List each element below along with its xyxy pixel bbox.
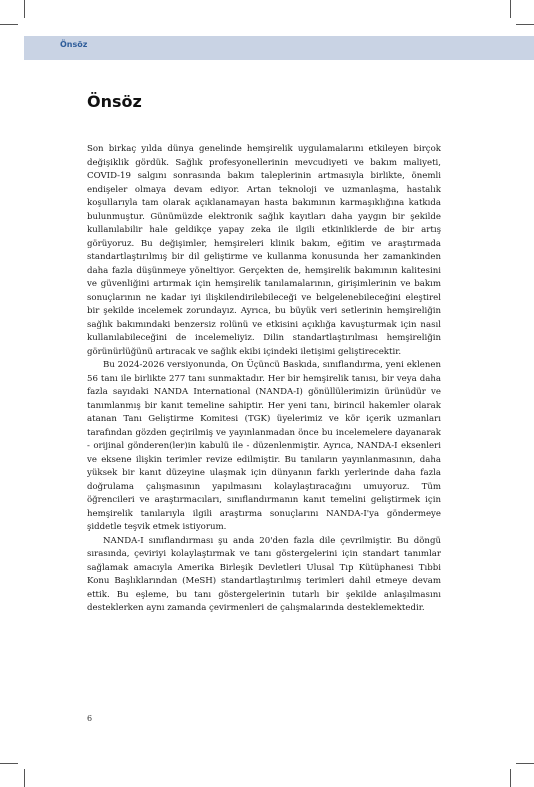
page-number: 6 xyxy=(87,714,93,723)
body-text xyxy=(87,143,441,616)
crop-mark-left-bottom xyxy=(0,763,18,764)
crop-mark-top-left xyxy=(24,0,25,18)
running-header-band xyxy=(24,36,534,60)
crop-mark-bottom-right xyxy=(510,769,511,787)
running-header-label: Önsöz xyxy=(60,40,88,49)
paragraph-3: NANDA-I sınıflandırması şu anda 20'den fazla dile çevrilmiştir. Bu döngü sırasında, çeviriyi kolaylaştırmak ve tanı göstergelerini için standart tanımlar sağlamak amacıyla Amerika Birleşik Devletleri Ulusal Tıp Kütüphanesi Tıbbi Konu Başlıklarından (MeSH) standartlaştırılmış terimleri dahil etmeye devam ettik. Bu eşleme, bu tanı göstergelerinin tutarlı bir şekilde anlaşılmasını desteklerken aynı zamanda çevirmenleri de çalışmalarında desteklemektedir. xyxy=(87,535,441,613)
crop-mark-top-right xyxy=(510,0,511,18)
paragraph-1: Son birkaç yılda dünya genelinde hemşirelik uygulamalarını etkileyen birçok değişiklik gördük. Sağlık profesyonellerinin mevcudiyeti ve bakım maliyeti, COVID-19 salgını sonrasında bakım taleplerinin artmasıyla birlikte, önemli endişeler olmaya devam ediyor. Artan teknoloji ve uzmanlaşma, hastalık koşullarıyla tam olarak açıklanamayan hasta bakımının karmaşıklığına katkıda bulunmuştur. Günümüzde elektronik sağlık kayıtları daha yaygın bir şekilde kullanılabilir hale geldikçe yapay zeka ile ilgili etkinliklerde de bir artış görüyoruz. Bu değişimler, hemşireleri klinik bakım, eğitim ve araştırmada standartlaştırılmış bir dil geliştirme ve kullanma konusunda her zamankinden daha fazla düşünmeye yöneltiyor. Gerçekten de, hemşirelik bakımının kalitesini ve güvenliğini artırmak için hemşirelik tanılamalarının, girişimlerinin ve bakım sonuçlarının ne kadar iyi ilişkilendirilebileceği ve belgelenebileceğini eleştirel bir şekilde incelemek zorundayız. Ayrıca, bu büyük veri setlerinin hemşireliğin sağlık bakımındaki benzersiz rolünü ve etkisini açıklığa kavuşturmak için nasıl kullanılabileceğini de incelemeliyiz. Dilin standartlaştırılması hemşireliğin görünürlüğünü artıracak ve sağlık ekibi içindeki iletişimi geliştirecektir. xyxy=(87,144,441,357)
crop-mark-bottom-left xyxy=(24,769,25,787)
crop-mark-right-top xyxy=(516,24,534,25)
crop-mark-left-top xyxy=(0,24,18,25)
paragraph-2: Bu 2024-2026 versiyonunda, On Üçüncü Baskıda, sınıflandırma, yeni eklenen 56 tanı ile birlikte 277 tanı sunmaktadır. Her bir hemşirelik tanısı, bir veya daha fazla sayıdaki NANDA International (NANDA-I) gönüllülerimizin ürünüdür ve tanımlanmış bir kanıt temeline sahiptir. Her yeni tanı, birincil hakemler olarak atanan Tanı Geliştirme Komitesi (TGK) üyelerimiz ve kör içerik uzmanları tarafından gözden geçirilmiş ve yayınlanmadan önce bu incelemelere dayanarak - orijinal gönderen(ler)in kabulü ile - düzenlenmiştir. Ayrıca, NANDA-I eksenleri ve eksene ilişkin terimler revize edilmiştir. Bu tanıların yayınlanmasının, daha yüksek bir kanıt düzeyine ulaşmak için dünyanın farklı yerlerinde daha fazla doğrulama çalışmasının yapılmasını kolaylaştıracağını umuyoruz. Tüm öğrencileri ve araştırmacıları, sınıflandırmanın kanıt temelini geliştirmek için hemşirelik tanılarıyla ilgili araştırma sonuçlarını NANDA-I'ya göndermeye şiddetle teşvik etmek istiyorum. xyxy=(87,360,441,532)
page-title: Önsöz xyxy=(87,92,142,111)
crop-mark-right-bottom xyxy=(516,763,534,764)
